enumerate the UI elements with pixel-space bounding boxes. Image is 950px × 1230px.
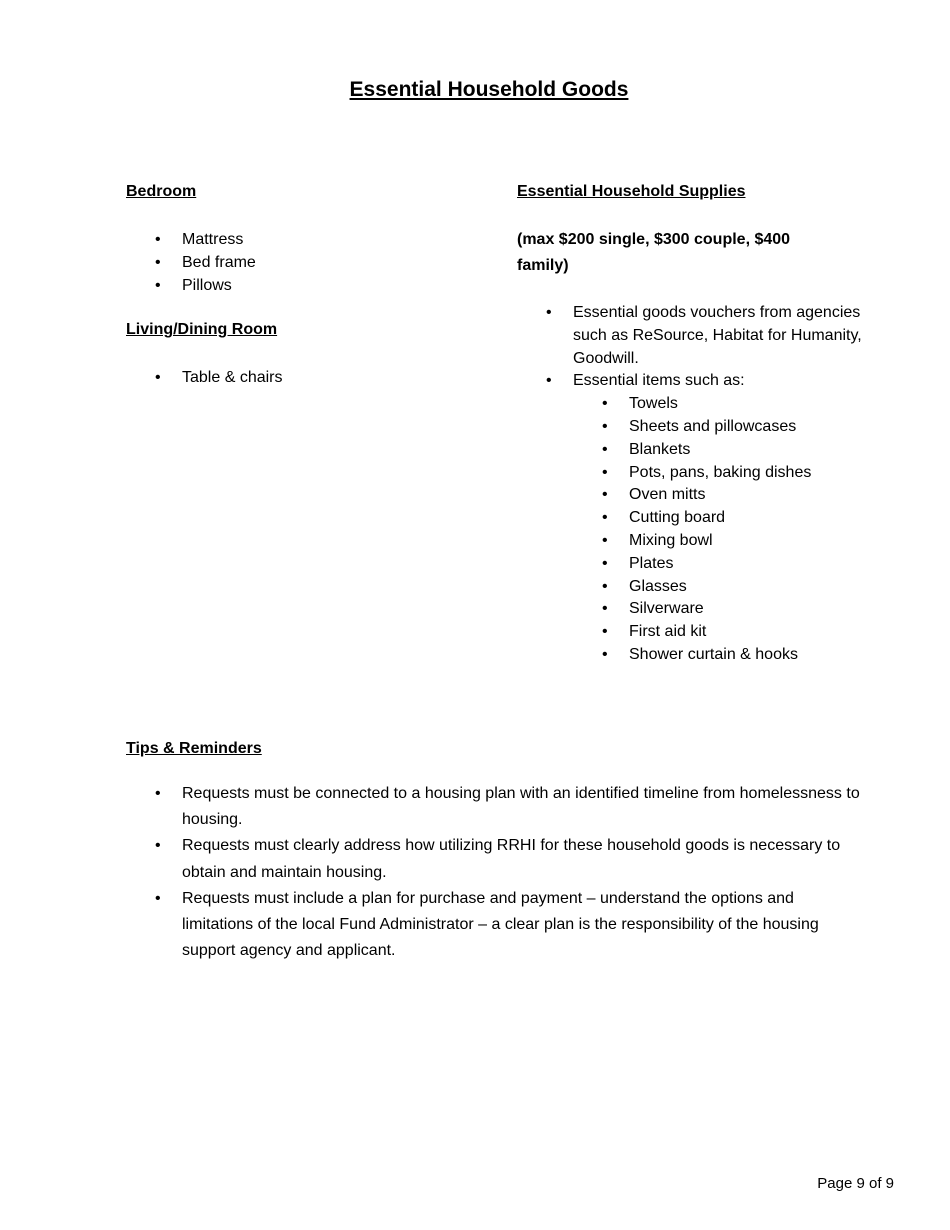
tips-section bbox=[126, 738, 866, 964]
page-number: Page 9 of 9 bbox=[817, 1175, 894, 1192]
list-item: • Cutting board bbox=[629, 507, 862, 530]
list-item: • Requests must be connected to a housing plan with an identified timeline from homelessness to housing. bbox=[182, 781, 866, 833]
list-item: • Sheets and pillowcases bbox=[629, 416, 862, 439]
list-item: • Blankets bbox=[629, 439, 862, 462]
list-item: • Plates bbox=[629, 553, 862, 576]
bedroom-list bbox=[182, 229, 456, 297]
living-dining-heading: Living/Dining Room bbox=[126, 321, 278, 339]
tips-list bbox=[182, 781, 866, 964]
list-item: • Oven mitts bbox=[629, 484, 862, 507]
left-column bbox=[126, 181, 456, 390]
list-item: • Table & chairs bbox=[182, 367, 456, 390]
essential-items-list bbox=[629, 393, 862, 667]
list-item: • Essential goods vouchers from agencies such as ReSource, Habitat for Humanity, Goodwill. bbox=[573, 302, 862, 370]
list-item: • Mixing bowl bbox=[629, 530, 862, 553]
supplies-limits-note: (max $200 single, $300 couple, $400 family) bbox=[517, 231, 791, 274]
living-dining-list bbox=[182, 367, 456, 390]
list-item: • Requests must clearly address how utilizing RRHI for these household goods is necessary to obtain and maintain housing. bbox=[182, 833, 866, 885]
list-item: • First aid kit bbox=[629, 621, 862, 644]
bedroom-heading: Bedroom bbox=[126, 183, 197, 200]
list-item: • Mattress bbox=[182, 229, 456, 252]
supplies-list bbox=[573, 302, 862, 667]
list-item: • Shower curtain & hooks bbox=[629, 644, 862, 667]
supplies-heading: Essential Household Supplies bbox=[517, 183, 746, 200]
list-item-essential-items bbox=[573, 370, 862, 666]
right-column bbox=[517, 181, 862, 667]
list-item: • Pillows bbox=[182, 275, 456, 298]
list-item: • Bed frame bbox=[182, 252, 456, 275]
list-item: • Glasses bbox=[629, 576, 862, 599]
list-item: • Silverware bbox=[629, 598, 862, 621]
list-item: • Towels bbox=[629, 393, 862, 416]
essential-items-label: Essential items such as: bbox=[573, 372, 745, 390]
page-title: Essential Household Goods bbox=[349, 78, 629, 101]
tips-heading: Tips & Reminders bbox=[126, 740, 262, 757]
list-item: • Requests must include a plan for purchase and payment – understand the options and limitations of the local Fund Administrator – a clear plan is the responsibility of the housing support agency and applicant. bbox=[182, 886, 866, 965]
list-item: • Pots, pans, baking dishes bbox=[629, 462, 862, 485]
